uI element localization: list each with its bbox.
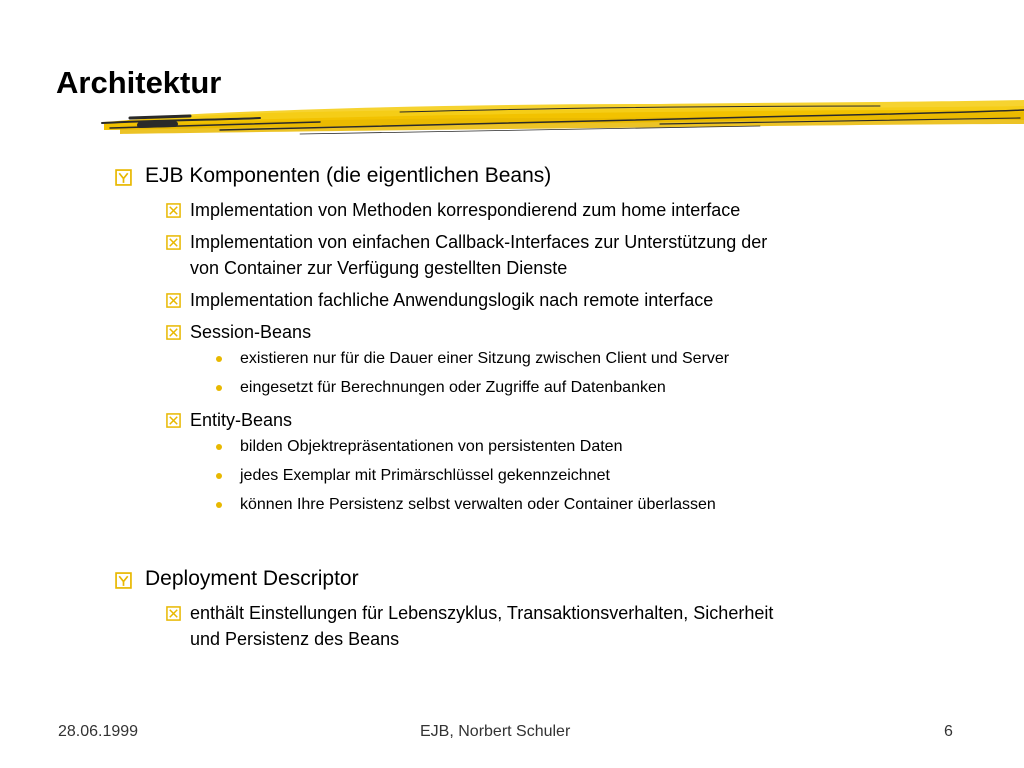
list-item: Implementation fachliche Anwendungslogik nach remote interface <box>190 290 714 310</box>
x-checkbox-icon <box>166 293 181 308</box>
y-checkbox-icon <box>115 169 132 186</box>
sub-list-item: jedes Exemplar mit Primärschlüssel gekennzeichnet <box>240 467 610 484</box>
x-checkbox-icon <box>166 606 181 621</box>
x-checkbox-icon <box>166 203 181 218</box>
x-checkbox-icon <box>166 325 181 340</box>
x-checkbox-icon <box>166 413 181 428</box>
list-item-continuation: und Persistenz des Beans <box>190 629 400 649</box>
bullet-dot-icon <box>216 444 222 450</box>
bullet-dot-icon <box>216 356 222 362</box>
list-item: Entity-Beans <box>190 410 293 430</box>
list-item: enthält Einstellungen für Lebenszyklus, Transaktionsverhalten, Sicherheit <box>190 603 774 623</box>
list-item-continuation: von Container zur Verfügung gestellten Dienste <box>190 258 568 278</box>
list-item: Implementation von Methoden korrespondierend zum home interface <box>190 200 741 220</box>
list-item: Session-Beans <box>190 322 312 342</box>
sub-list-item: existieren nur für die Dauer einer Sitzung zwischen Client und Server <box>240 350 730 367</box>
y-checkbox-icon <box>115 572 132 589</box>
footer-author: EJB, Norbert Schuler <box>420 723 571 740</box>
footer-date: 28.06.1999 <box>58 723 139 740</box>
bullet-dot-icon <box>216 385 222 391</box>
x-checkbox-icon <box>166 235 181 250</box>
bullet-dot-icon <box>216 502 222 508</box>
section-heading: EJB Komponenten (die eigentlichen Beans) <box>145 164 552 187</box>
sub-list-item: können Ihre Persistenz selbst verwalten oder Container überlassen <box>240 496 716 513</box>
footer-page-number: 6 <box>944 723 953 740</box>
sub-list-item: eingesetzt für Berechnungen oder Zugriffe auf Datenbanken <box>240 379 666 396</box>
bullet-dot-icon <box>216 473 222 479</box>
sub-list-item: bilden Objektrepräsentationen von persistenten Daten <box>240 438 623 455</box>
list-item: Implementation von einfachen Callback-Interfaces zur Unterstützung der <box>190 232 768 252</box>
section-heading: Deployment Descriptor <box>145 567 359 590</box>
slide-title: Architektur <box>56 65 222 100</box>
